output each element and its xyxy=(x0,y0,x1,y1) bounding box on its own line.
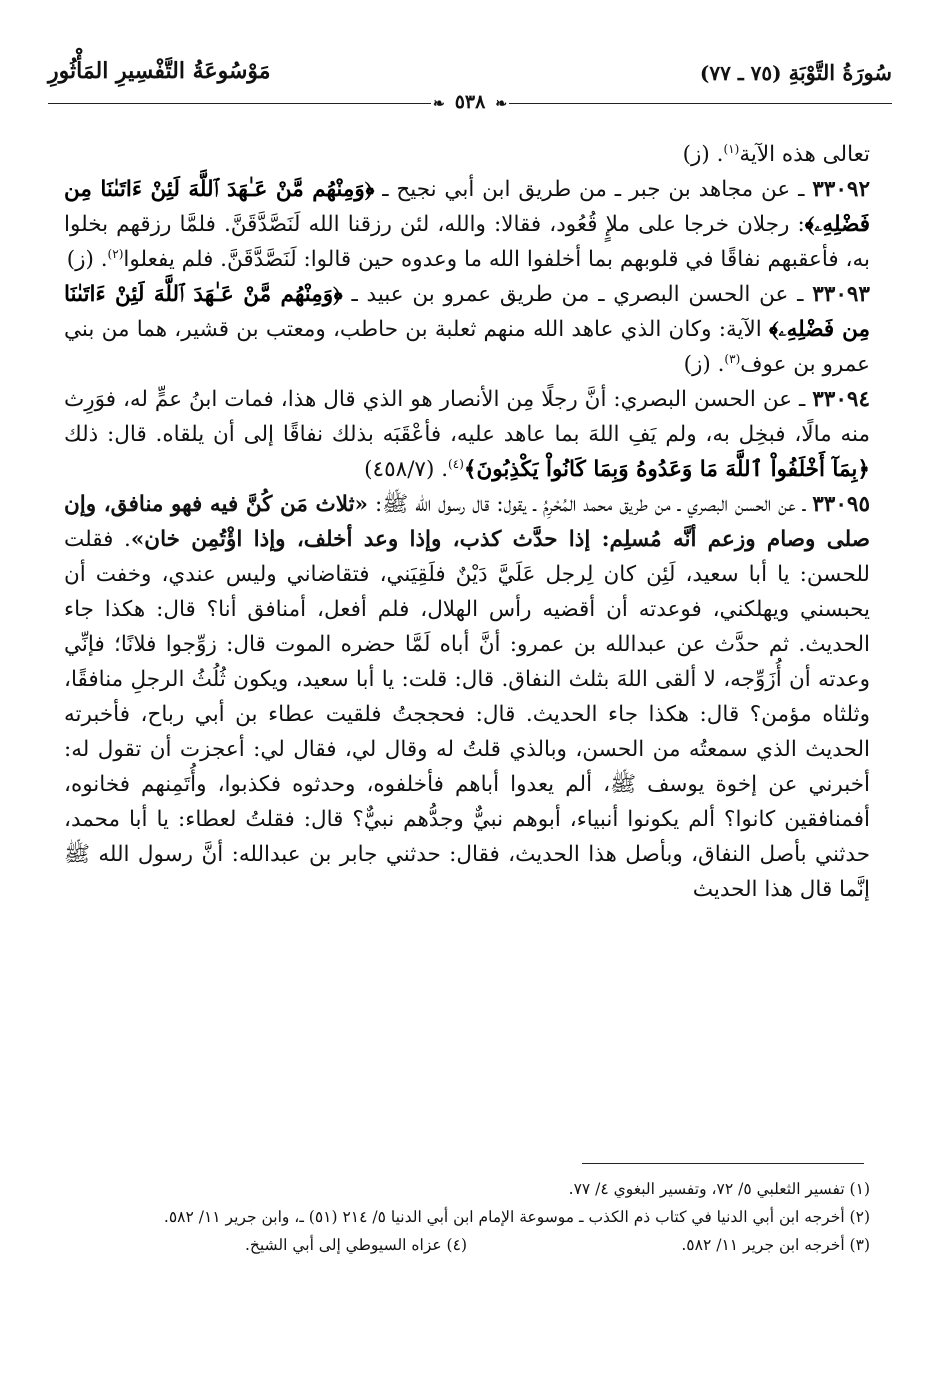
footnote-ref: (١) xyxy=(723,141,740,156)
athar-number: ٣٣٠٩٢ xyxy=(812,177,870,202)
hadith-quote: «ثلاث مَن كُنَّ فيه فهو منافق، وإن صلى وصام وزعم أنَّه مُسلِم: إذا حدَّث كذب، وإذا وعد أخلف، وإذا اؤْتُمِن خان» xyxy=(64,492,870,552)
athar-tail: . (ز) xyxy=(683,352,725,377)
footnote-ref: (٣) xyxy=(724,351,741,366)
athar-33095 xyxy=(64,487,870,907)
page-number: ٥٣٨ xyxy=(447,91,494,113)
footnote-rule xyxy=(582,1163,864,1164)
athar-number: ٣٣٠٩٤ xyxy=(812,387,870,412)
quran-quote: ﴿وَمِنْهُم مَّنْ عَـٰهَدَ ٱللَّهَ لَئِنْ ءَاتَىٰنَا مِن فَضْلِهِۦ﴾ xyxy=(64,282,870,342)
footnote-2: (٢) أخرجه ابن أبي الدنيا في كتاب ذم الكذب ـ موسوعة الإمام ابن أبي الدنيا ٥/ ٢١٤ (٥١) ـ، وابن جرير ١١/ ٥٨٢. xyxy=(163,1208,870,1226)
athar-text: الآية: وكان الذي عاهد الله منهم ثعلبة بن حاطب، ومعتب بن قشير، هما من بني عمرو بن عوف xyxy=(64,317,870,377)
paragraph-continuation xyxy=(64,137,870,172)
paragraph-tail: . (ز) xyxy=(682,142,724,167)
footnote-4: (٤) عزاه السيوطي إلى أبي الشيخ. xyxy=(244,1236,467,1254)
header-sura-info xyxy=(700,60,892,85)
athar-chain: ـ عن الحسن البصري: أنَّ رجلًا مِن الأنصار هو الذي قال هذا، فمات ابنُ عمٍّ له، فوَرِث منه مالًا، فبخِل به، ولم يَفِ اللهَ بما عاهد عليه، فأعْقَبَه بذلك نفاقًا إلى أن يلقاه. قال: ذلك xyxy=(64,387,870,447)
ornament-right-icon: ❧ xyxy=(495,96,508,112)
athar-tail: . (٤٥٨/٧) xyxy=(364,457,449,482)
athar-chain: ـ عن مجاهد بن جبر ـ من طريق ابن أبي نجيح ـ xyxy=(374,177,813,202)
athar-33092 xyxy=(64,172,870,277)
athar-number: ٣٣٠٩٥ xyxy=(812,492,870,517)
footnote-1: (١) تفسير الثعلبي ٥/ ٧٢، وتفسير البغوي ٤/ ٧٧. xyxy=(568,1180,870,1198)
footnotes xyxy=(64,1175,870,1259)
athar-33094 xyxy=(64,382,870,487)
athar-chain: ـ عن الحسن البصري ـ من طريق محمد المُحْرِمُ ـ يقول: قال رسول الله ﷺ: xyxy=(368,492,813,517)
header-book-title: مَوْسُوعَةُ التَّفْسِيرِ المَأْثُورِ xyxy=(48,58,271,84)
ornament-left-icon: ❧ xyxy=(432,96,445,112)
footnote-ref: (٢) xyxy=(107,246,124,261)
page-number-line xyxy=(0,91,940,113)
athar-33093 xyxy=(64,277,870,382)
header-verse-range: (٧٥ ـ ٧٧) xyxy=(699,61,782,85)
footnote-3: (٣) أخرجه ابن جرير ١١/ ٥٨٢. xyxy=(681,1236,870,1254)
athar-chain: ـ عن الحسن البصري ـ من طريق عمرو بن عبيد ـ xyxy=(342,282,813,307)
main-text xyxy=(64,137,870,907)
paragraph-text: تعالى هذه الآية xyxy=(739,142,870,167)
quran-quote: ﴿بِمَآ أَخْلَفُواْ ٱللَّهَ مَا وَعَدُوهُ وَبِمَا كَانُواْ يَكْذِبُونَ﴾ xyxy=(463,457,870,482)
quran-quote: ﴿وَمِنْهُم مَّنْ عَـٰهَدَ ٱللَّهَ لَئِنْ ءَاتَىٰنَا مِن فَضْلِهِۦ﴾ xyxy=(64,177,870,237)
athar-number: ٣٣٠٩٣ xyxy=(812,282,870,307)
athar-tail: . (ز) xyxy=(66,247,108,272)
footnote-row xyxy=(64,1231,870,1259)
header-sura-name: سُورَةُ التَّوْبَةِ xyxy=(788,60,892,85)
athar-text: : رجلان خرجا على ملإٍ قُعُود، فقالا: والله، لئن رزقنا الله لَنَصَّدَّقَنَّ. فلمَّا رزقهم بخلوا به، فأعقبهم نفاقًا في قلوبهم بما أخلفوا الله ما وعدوه حين قالوا: لَنَصَّدَّقَنَّ. فلم يفعلوا xyxy=(64,212,870,272)
athar-text: . فقلت للحسن: يا أبا سعيد، لَئِن كان لِرجل عَلَيَّ دَيْنٌ فلَقِيَني، فتقاضاني وليس عندي، وخفت أن يحبسني ويهلكني، فوعدته أن أقضيه رأس الهلال، فلم أفعل، أمنافق أنا؟ قال: هكذا جاء الحديث. ثم حدَّث عن عبدالله بن عمرو: أنَّ أباه لَمَّا حضره الموت قال: زوِّجوا فلانًا؛ فإنِّي وعدته أن أُزَوِّجه، لا ألقى اللهَ بثلث النفاق. قال: قلت: يا أبا سعيد، ويكون ثُلُثُ الرجلِ منافقًا، وثلثاه مؤمن؟ قال: هكذا جاء الحديث. قال: فحججتُ فلقيت عطاء بن أبي رباح، فأخبرته الحديث الذي سمعتُه من الحسن، وبالذي قلتُ له وقال لي، فقال لي: أعجزت أن تقول له: أخبرني عن إخوة يوسف ﷺ، ألم يعدوا أباهم فأخلفوه، وحدثوه فكذبوا، وأُتَمِنهم فخانوه، أفمنافقين كانوا؟ ألم يكونوا أنبياء، أبوهم نبيٌّ وجدُّهم نبيٌّ؟ قال: فقلتُ لعطاء: يا أبا محمد، حدثني بأصل النفاق، وبأصل هذا الحديث، فقال: حدثني جابر بن عبدالله: أنَّ رسول الله ﷺ إنَّما قال هذا الحديث xyxy=(64,527,870,902)
footnote-ref: (٤) xyxy=(448,456,464,471)
